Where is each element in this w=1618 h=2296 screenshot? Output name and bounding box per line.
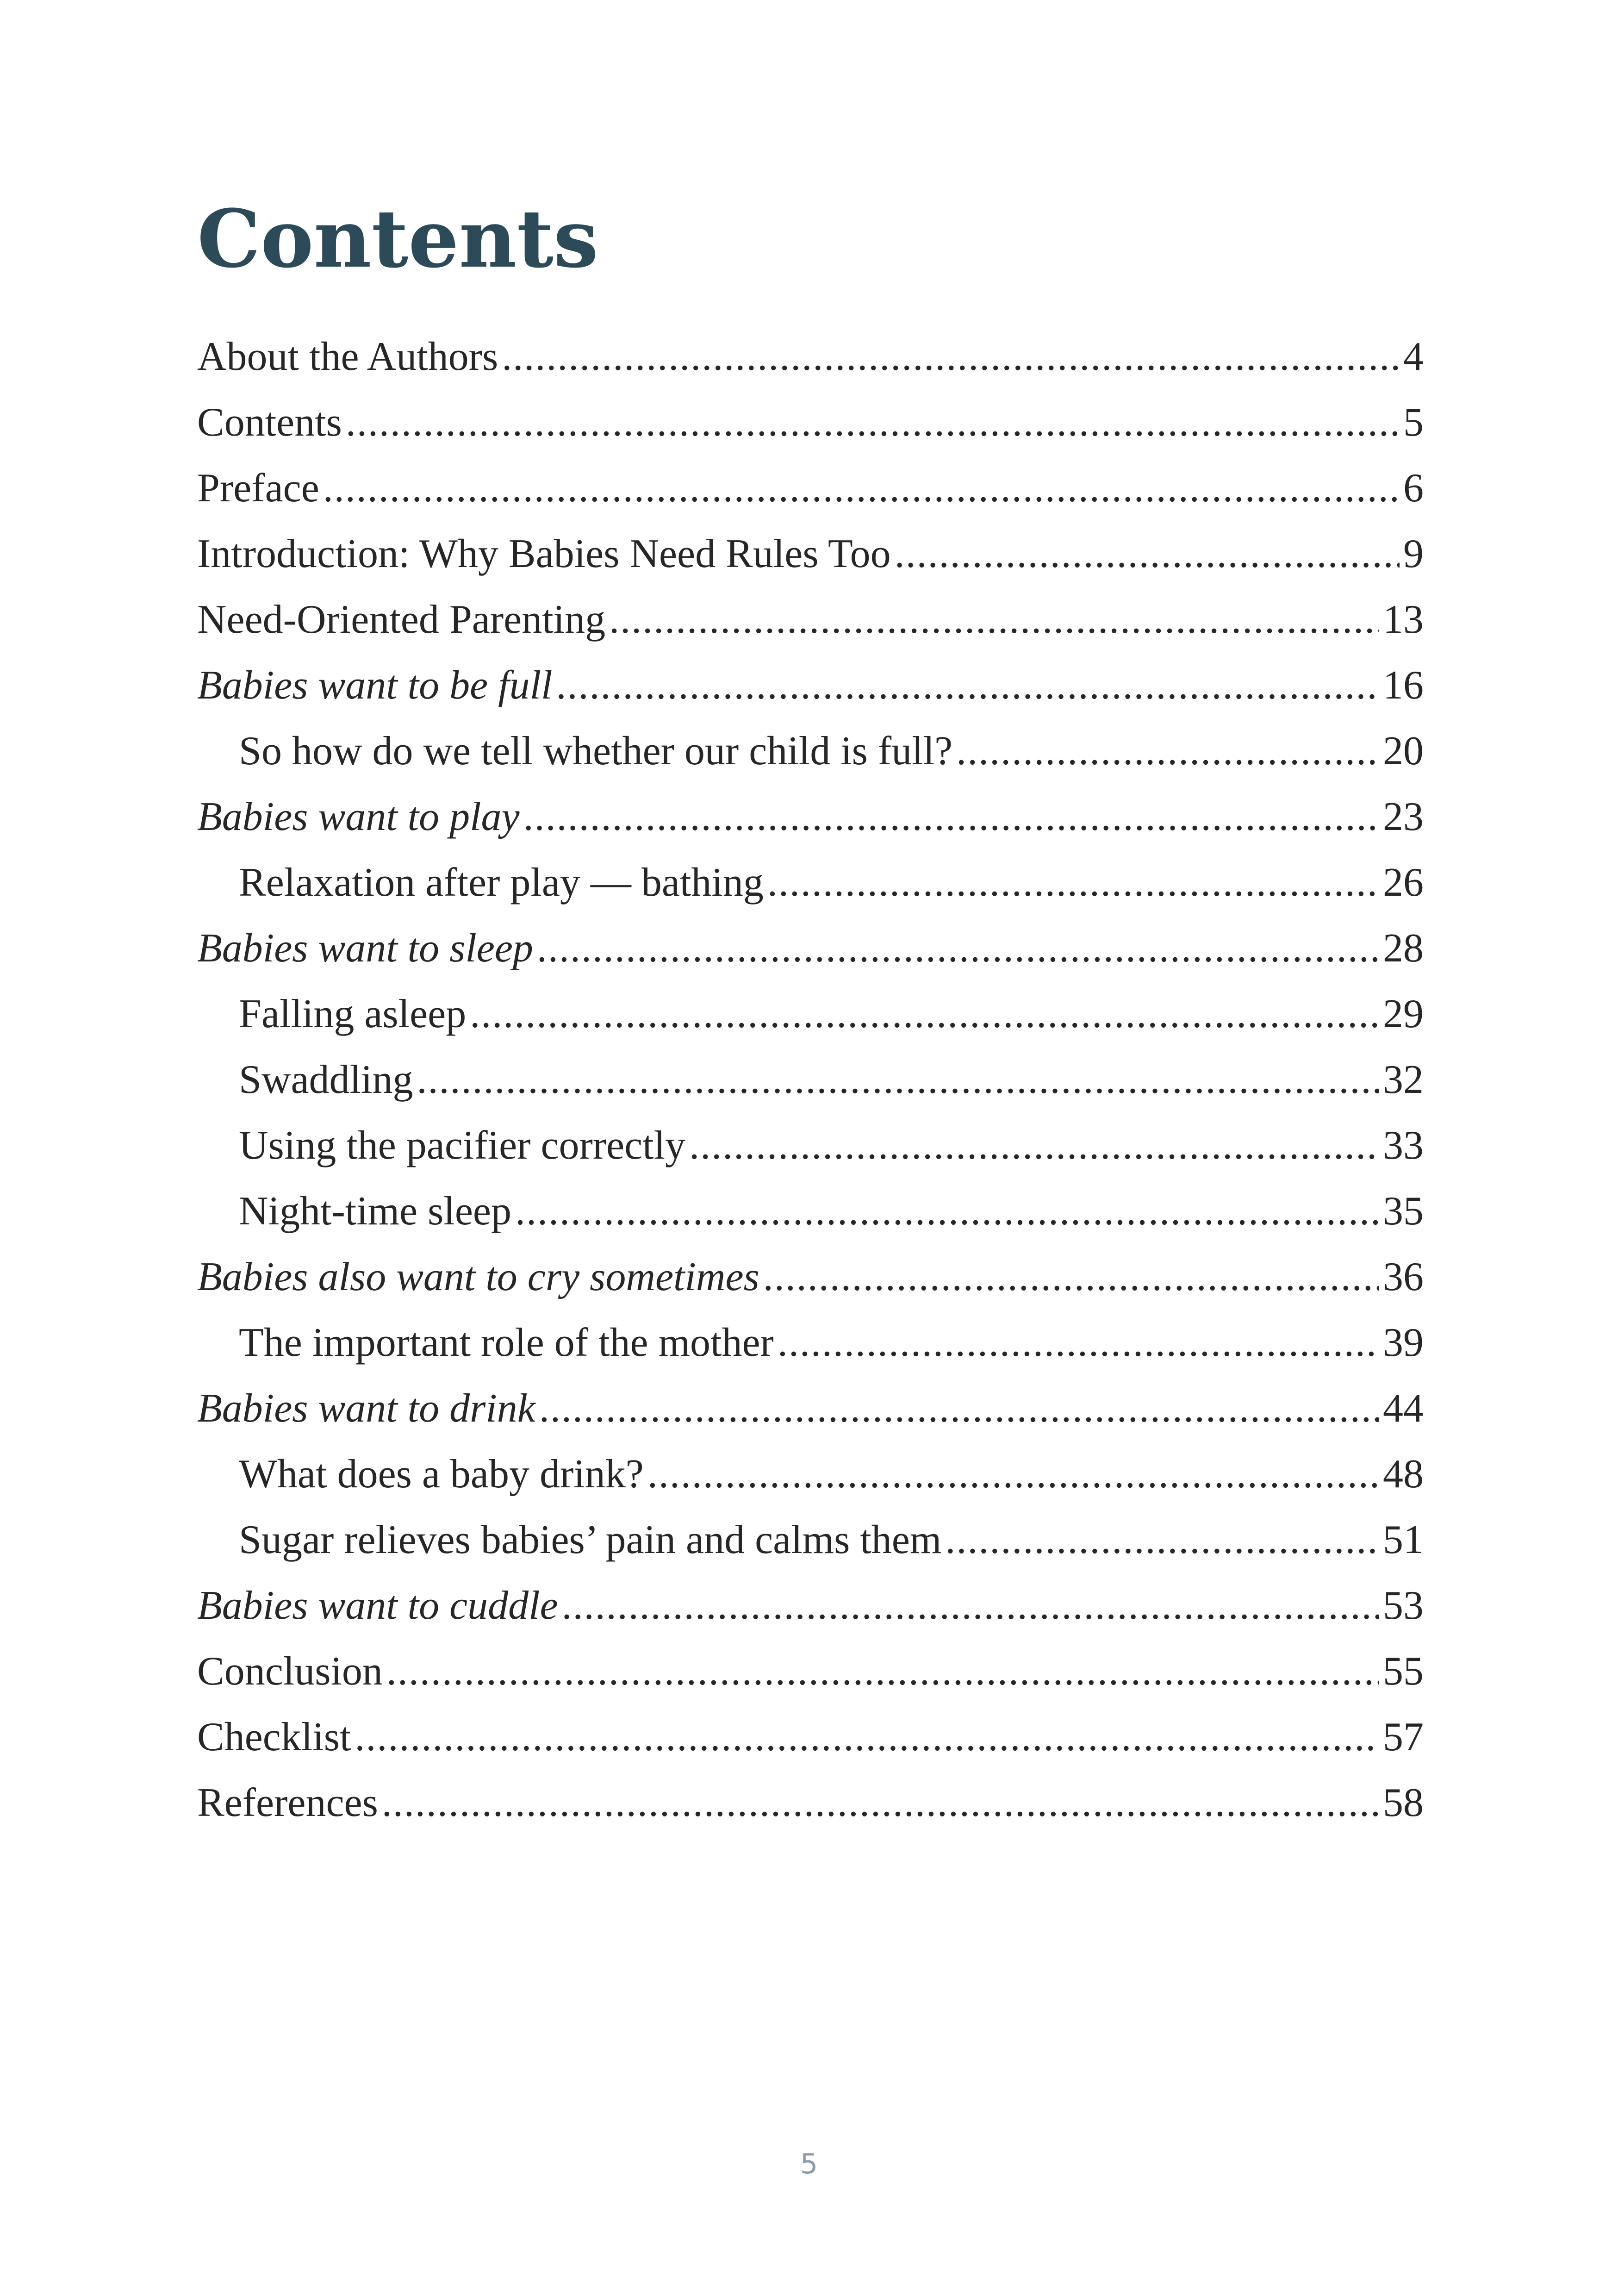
toc-entry[interactable]: [197, 718, 1424, 784]
toc-entry[interactable]: [197, 1573, 1424, 1639]
toc-dot-leader: [767, 850, 1379, 916]
page-title: Contents: [197, 192, 598, 286]
toc-entry-page: 48: [1383, 1452, 1424, 1497]
toc-entry[interactable]: [197, 324, 1424, 390]
toc-entry-label: What does a baby drink?: [239, 1452, 644, 1497]
toc-entry-label: Babies also want to cry sometimes: [197, 1254, 759, 1299]
toc-entry-label: Babies want to be full: [197, 663, 553, 708]
toc-entry-page: 16: [1383, 663, 1424, 708]
toc-dot-leader: [956, 718, 1379, 784]
toc-entry-page: 51: [1383, 1517, 1424, 1562]
toc-entry-page: 53: [1383, 1583, 1424, 1628]
toc-entry-page: 36: [1383, 1254, 1424, 1299]
toc-dot-leader: [778, 1310, 1379, 1376]
toc-entry-label: Preface: [197, 466, 319, 511]
toc-entry[interactable]: [197, 1244, 1424, 1310]
toc-entry-label: Babies want to drink: [197, 1386, 535, 1431]
toc-entry-label: Babies want to cuddle: [197, 1583, 558, 1628]
toc-entry-page: 20: [1383, 729, 1424, 774]
toc-entry-label: Swaddling: [239, 1057, 413, 1102]
toc-entry[interactable]: [197, 1047, 1424, 1113]
toc-entry-page: 44: [1383, 1386, 1424, 1431]
toc-entry[interactable]: [197, 587, 1424, 653]
toc-dot-leader: [945, 1507, 1379, 1573]
toc-entry-label: Sugar relieves babies’ pain and calms them: [239, 1517, 942, 1562]
toc-dot-leader: [417, 1047, 1379, 1113]
toc-entry[interactable]: [197, 653, 1424, 718]
toc-dot-leader: [355, 1704, 1379, 1770]
toc-entry-label: About the Authors: [197, 334, 498, 379]
toc-dot-leader: [515, 1179, 1379, 1244]
toc-dot-leader: [562, 1573, 1379, 1639]
toc-dot-leader: [895, 521, 1400, 587]
toc-entry-label: So how do we tell whether our child is full?: [239, 729, 953, 774]
toc-dot-leader: [556, 653, 1379, 718]
toc-entry[interactable]: [197, 1113, 1424, 1179]
toc-entry-label: Contents: [197, 400, 342, 445]
toc-dot-leader: [609, 587, 1379, 653]
toc-dot-leader: [323, 455, 1400, 521]
toc-entry-label: Using the pacifier correctly: [239, 1123, 686, 1168]
toc-dot-leader: [470, 981, 1379, 1047]
toc-entry[interactable]: [197, 1179, 1424, 1244]
toc-entry[interactable]: [197, 455, 1424, 521]
toc-entry-page: 9: [1403, 531, 1424, 576]
toc-entry-page: 32: [1383, 1057, 1424, 1102]
toc-dot-leader: [346, 390, 1400, 455]
toc-entry-label: Conclusion: [197, 1649, 383, 1694]
toc-entry-label: Babies want to sleep: [197, 926, 533, 971]
toc-dot-leader: [382, 1770, 1379, 1836]
toc-dot-leader: [537, 916, 1379, 981]
toc-entry-page: 13: [1383, 597, 1424, 642]
toc-entry-page: 23: [1383, 794, 1424, 839]
toc-entry-label: The important role of the mother: [239, 1320, 774, 1365]
toc-entry-page: 58: [1383, 1780, 1424, 1825]
toc-entry[interactable]: [197, 1507, 1424, 1573]
toc-dot-leader: [502, 324, 1400, 390]
toc-entry[interactable]: [197, 916, 1424, 981]
toc-entry[interactable]: [197, 390, 1424, 455]
toc-entry[interactable]: [197, 981, 1424, 1047]
toc-entry-page: 39: [1383, 1320, 1424, 1365]
toc-entry-label: Babies want to play: [197, 794, 520, 839]
page-number: 5: [800, 2148, 818, 2180]
toc-entry-label: Night-time sleep: [239, 1189, 511, 1234]
toc-entry[interactable]: [197, 1376, 1424, 1441]
toc-entry[interactable]: [197, 850, 1424, 916]
toc-entry[interactable]: [197, 784, 1424, 850]
toc-entry-label: Falling asleep: [239, 992, 467, 1036]
toc-entry-label: Need-Oriented Parenting: [197, 597, 606, 642]
toc-entry-page: 35: [1383, 1189, 1424, 1234]
toc-entry-page: 26: [1383, 860, 1424, 905]
toc-entry-page: 4: [1403, 334, 1424, 379]
toc-entry-page: 57: [1383, 1715, 1424, 1759]
toc-dot-leader: [647, 1441, 1379, 1507]
toc-entry[interactable]: [197, 521, 1424, 587]
toc-dot-leader: [763, 1244, 1379, 1310]
toc-entry-label: References: [197, 1780, 378, 1825]
table-of-contents: [197, 324, 1424, 1836]
toc-dot-leader: [386, 1639, 1379, 1704]
toc-dot-leader: [689, 1113, 1379, 1179]
toc-dot-leader: [523, 784, 1379, 850]
toc-entry-label: Introduction: Why Babies Need Rules Too: [197, 531, 891, 576]
toc-entry-page: 55: [1383, 1649, 1424, 1694]
toc-entry-label: Relaxation after play — bathing: [239, 860, 764, 905]
toc-entry-page: 29: [1383, 992, 1424, 1036]
toc-entry[interactable]: [197, 1310, 1424, 1376]
toc-entry-page: 33: [1383, 1123, 1424, 1168]
toc-dot-leader: [539, 1376, 1379, 1441]
toc-entry-label: Checklist: [197, 1715, 351, 1759]
toc-entry[interactable]: [197, 1441, 1424, 1507]
toc-entry[interactable]: [197, 1639, 1424, 1704]
toc-entry-page: 6: [1403, 466, 1424, 511]
toc-entry[interactable]: [197, 1770, 1424, 1836]
toc-entry[interactable]: [197, 1704, 1424, 1770]
toc-entry-page: 28: [1383, 926, 1424, 971]
toc-entry-page: 5: [1403, 400, 1424, 445]
